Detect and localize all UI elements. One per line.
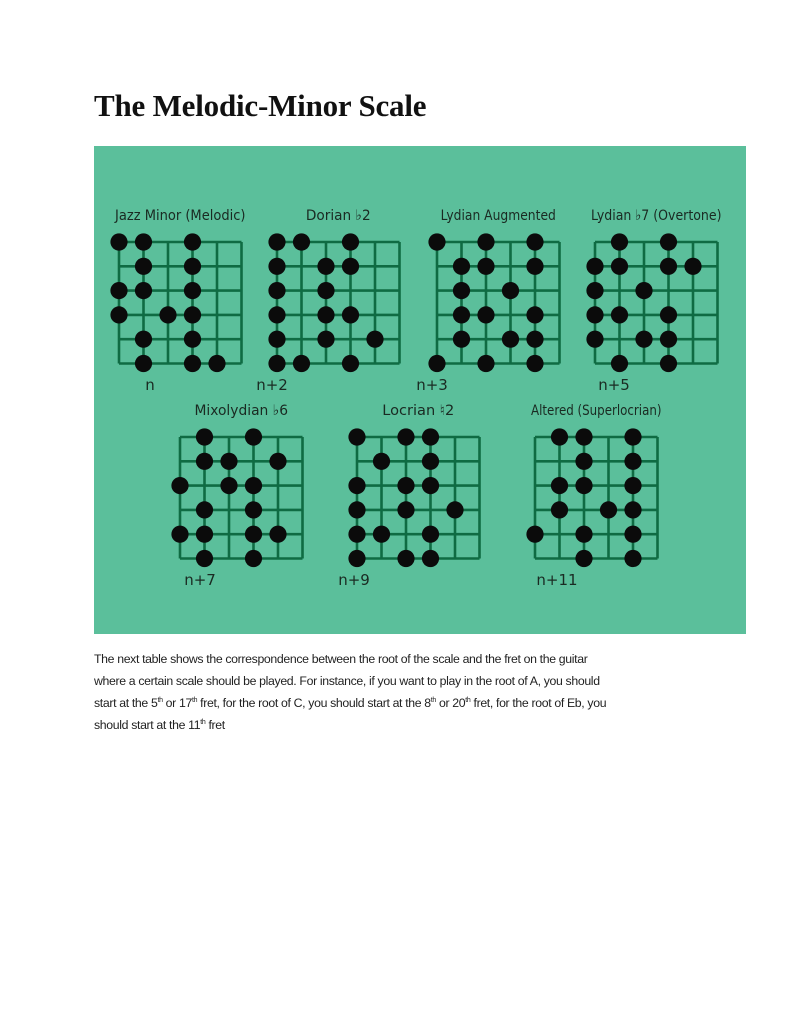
finger-dot	[366, 331, 383, 348]
scale-diagram	[256, 208, 399, 394]
text-segment: or 20	[435, 696, 466, 710]
finger-dot	[348, 477, 365, 494]
finger-dot	[342, 233, 359, 250]
finger-dot	[611, 258, 628, 275]
paragraph-line-1: The next table shows the correspondence between the root of the scale and the fret on the guitar	[94, 652, 588, 666]
finger-dot	[397, 477, 414, 494]
finger-dot	[586, 331, 603, 348]
fret-offset-label: n	[145, 376, 155, 394]
finger-dot	[184, 355, 201, 372]
scale-diagram	[338, 403, 479, 589]
finger-dot	[422, 428, 439, 445]
scale-name-label: Lydian Augmented	[440, 208, 556, 224]
finger-dot	[342, 355, 359, 372]
finger-dot	[624, 550, 641, 567]
finger-dot	[586, 282, 603, 299]
scale-diagram	[171, 403, 302, 589]
finger-dot	[171, 526, 188, 543]
finger-dot	[135, 355, 152, 372]
finger-dot	[502, 331, 519, 348]
text-segment: or 17	[162, 696, 192, 710]
finger-dot	[453, 282, 470, 299]
finger-dot	[575, 477, 592, 494]
fret-grid	[119, 242, 242, 364]
superscript-th: th	[430, 697, 436, 704]
finger-dot	[477, 258, 494, 275]
finger-dot	[477, 355, 494, 372]
fret-offset-label: n+2	[256, 376, 288, 394]
paragraph-line-4	[94, 714, 734, 736]
fret-offset-label: n+11	[536, 571, 578, 589]
finger-dot	[611, 355, 628, 372]
text-segment: should start at the 11	[94, 718, 201, 732]
finger-dot	[526, 526, 543, 543]
scale-name-label: Lydian ♭7 (Overtone)	[591, 208, 722, 224]
superscript-th: th	[191, 697, 198, 704]
finger-dot	[575, 526, 592, 543]
finger-dot	[446, 501, 463, 518]
fret-grid	[277, 242, 400, 364]
finger-dot	[422, 453, 439, 470]
finger-dot	[342, 306, 359, 323]
finger-dot	[220, 477, 237, 494]
finger-dot	[269, 453, 286, 470]
scale-diagram	[586, 208, 721, 394]
finger-dot	[196, 453, 213, 470]
fret-grid	[437, 242, 560, 364]
finger-dot	[135, 233, 152, 250]
finger-dot	[293, 233, 310, 250]
finger-dot	[184, 282, 201, 299]
finger-dot	[684, 258, 701, 275]
finger-dot	[269, 526, 286, 543]
fret-offset-label: n+9	[338, 571, 370, 589]
finger-dot	[624, 526, 641, 543]
finger-dot	[293, 355, 310, 372]
finger-dot	[268, 233, 285, 250]
finger-dot	[348, 501, 365, 518]
scale-diagram	[110, 208, 245, 394]
finger-dot	[348, 550, 365, 567]
finger-dot	[245, 526, 262, 543]
finger-dot	[477, 306, 494, 323]
finger-dot	[135, 258, 152, 275]
finger-dot	[184, 233, 201, 250]
finger-dot	[184, 306, 201, 323]
finger-dot	[526, 355, 543, 372]
finger-dot	[373, 526, 390, 543]
finger-dot	[184, 331, 201, 348]
fret-offset-label: n+7	[184, 571, 216, 589]
finger-dot	[526, 233, 543, 250]
finger-dot	[611, 233, 628, 250]
text-segment: fret, for the root of Eb, you	[470, 696, 607, 710]
finger-dot	[196, 501, 213, 518]
scale-name-label: Jazz Minor (Melodic)	[114, 208, 246, 224]
finger-dot	[110, 306, 127, 323]
finger-dot	[586, 306, 603, 323]
finger-dot	[611, 306, 628, 323]
finger-dot	[373, 453, 390, 470]
text-segment: start at the 5	[94, 696, 158, 710]
finger-dot	[422, 526, 439, 543]
scale-name-label: Mixolydian ♭6	[194, 403, 289, 419]
scale-diagram	[526, 403, 661, 589]
finger-dot	[428, 355, 445, 372]
superscript-th: th	[157, 697, 163, 704]
finger-dot	[397, 501, 414, 518]
finger-dot	[551, 428, 568, 445]
finger-dot	[196, 550, 213, 567]
superscript-th: th	[465, 697, 471, 704]
paragraph-line-3	[94, 692, 734, 714]
page-title: The Melodic-Minor Scale	[94, 88, 427, 123]
finger-dot	[268, 331, 285, 348]
finger-dot	[342, 258, 359, 275]
finger-dot	[624, 477, 641, 494]
finger-dot	[551, 477, 568, 494]
finger-dot	[348, 428, 365, 445]
finger-dot	[208, 355, 225, 372]
scale-name-label: Locrian ♮2	[382, 403, 455, 419]
finger-dot	[428, 233, 445, 250]
finger-dot	[196, 428, 213, 445]
finger-dot	[477, 233, 494, 250]
paragraph-line-2: where a certain scale should be played. For instance, if you want to play in the root of A, you should	[94, 674, 600, 688]
finger-dot	[268, 306, 285, 323]
finger-dot	[135, 331, 152, 348]
fret-grid	[535, 437, 658, 559]
fret-offset-label: n+3	[416, 376, 448, 394]
body-paragraph	[94, 648, 734, 736]
text-segment: fret, for the root of C, you should start at the 8	[197, 696, 431, 710]
finger-dot	[635, 282, 652, 299]
finger-dot	[575, 428, 592, 445]
finger-dot	[624, 428, 641, 445]
finger-dot	[502, 282, 519, 299]
finger-dot	[317, 282, 334, 299]
finger-dot	[110, 282, 127, 299]
finger-dot	[526, 331, 543, 348]
finger-dot	[171, 477, 188, 494]
finger-dot	[624, 501, 641, 518]
finger-dot	[660, 258, 677, 275]
finger-dot	[348, 526, 365, 543]
finger-dot	[453, 331, 470, 348]
finger-dot	[135, 282, 152, 299]
fret-grid	[357, 437, 480, 559]
scale-diagrams-svg	[94, 146, 746, 634]
scale-name-label: Altered (Superlocrian)	[531, 403, 662, 419]
finger-dot	[317, 306, 334, 323]
fret-grid	[180, 437, 303, 559]
finger-dot	[526, 258, 543, 275]
finger-dot	[635, 331, 652, 348]
finger-dot	[660, 331, 677, 348]
superscript-th: th	[200, 719, 206, 726]
finger-dot	[586, 258, 603, 275]
finger-dot	[268, 355, 285, 372]
finger-dot	[660, 355, 677, 372]
finger-dot	[110, 233, 127, 250]
finger-dot	[245, 550, 262, 567]
finger-dot	[245, 501, 262, 518]
finger-dot	[624, 453, 641, 470]
finger-dot	[268, 258, 285, 275]
fret-grid	[595, 242, 718, 364]
finger-dot	[397, 550, 414, 567]
finger-dot	[245, 428, 262, 445]
scale-diagram	[416, 208, 559, 394]
text-segment: fret	[205, 718, 225, 732]
finger-dot	[422, 550, 439, 567]
finger-dot	[660, 306, 677, 323]
finger-dot	[600, 501, 617, 518]
finger-dot	[397, 428, 414, 445]
scale-diagrams-figure	[94, 146, 746, 634]
finger-dot	[660, 233, 677, 250]
finger-dot	[196, 526, 213, 543]
finger-dot	[317, 258, 334, 275]
finger-dot	[453, 306, 470, 323]
finger-dot	[422, 477, 439, 494]
finger-dot	[268, 282, 285, 299]
finger-dot	[453, 258, 470, 275]
finger-dot	[159, 306, 176, 323]
scale-name-label: Dorian ♭2	[305, 208, 371, 224]
finger-dot	[575, 550, 592, 567]
finger-dot	[551, 501, 568, 518]
fret-offset-label: n+5	[598, 376, 630, 394]
finger-dot	[575, 453, 592, 470]
finger-dot	[220, 453, 237, 470]
finger-dot	[317, 331, 334, 348]
finger-dot	[184, 258, 201, 275]
finger-dot	[245, 477, 262, 494]
finger-dot	[526, 306, 543, 323]
